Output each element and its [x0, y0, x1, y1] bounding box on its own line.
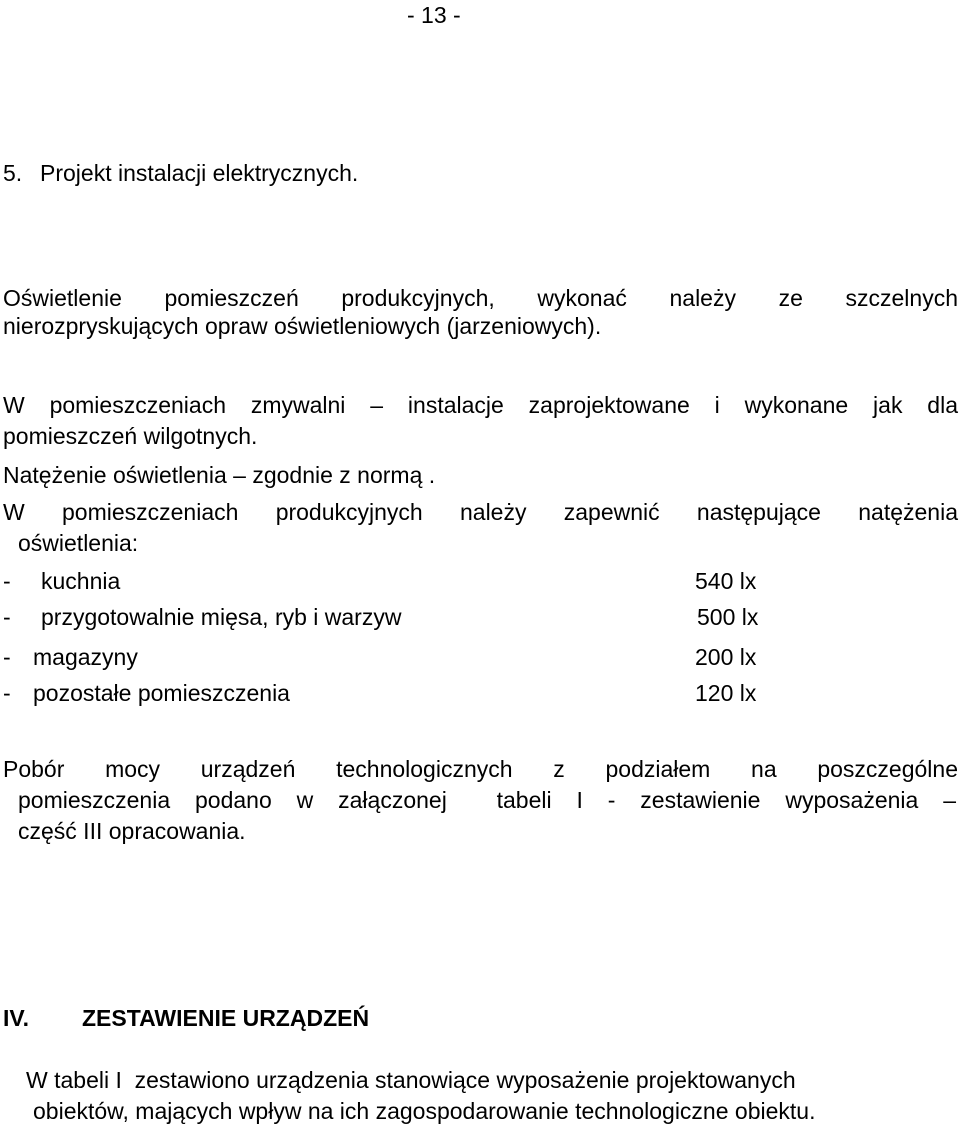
paragraph-1-line-1: Oświetlenie pomieszczeń produkcyjnych, wykonać należy ze szczelnych — [3, 285, 958, 311]
list-dash: - — [3, 644, 11, 670]
paragraph-3-line-1: Natężenie oświetlenia – zgodnie z normą . — [3, 462, 436, 488]
room-name: przygotowalnie mięsa, ryb i warzyw — [41, 604, 402, 630]
list-dash: - — [3, 680, 11, 706]
page-number: - 13 - — [407, 2, 461, 28]
power-paragraph-line-1: Pobór mocy urządzeń technologicznych z podziałem na poszczególne — [3, 756, 958, 782]
lux-value: 540 lx — [695, 568, 757, 594]
section-5-title: Projekt instalacji elektrycznych. — [40, 160, 359, 186]
final-paragraph-line-1: W tabeli I zestawiono urządzenia stanowiące wyposażenie projektowanych — [26, 1067, 796, 1093]
section-5-number: 5. — [3, 160, 23, 186]
power-paragraph-line-3: część III opracowania. — [18, 818, 246, 844]
section-4-title: ZESTAWIENIE URZĄDZEŃ — [82, 1005, 370, 1031]
room-name: kuchnia — [41, 568, 121, 594]
final-paragraph-line-2: obiektów, mających wpływ na ich zagospodarowanie technologiczne obiektu. — [33, 1098, 816, 1124]
room-name: magazyny — [33, 644, 138, 670]
paragraph-4-line-2: oświetlenia: — [18, 530, 139, 556]
paragraph-2-line-2: pomieszczeń wilgotnych. — [3, 423, 258, 449]
paragraph-2-line-1: W pomieszczeniach zmywalni – instalacje zaprojektowane i wykonane jak dla — [3, 392, 958, 418]
list-dash: - — [3, 604, 11, 630]
power-paragraph-line-2: pomieszczenia podano w załączonej tabeli I - zestawienie wyposażenia – — [18, 787, 956, 813]
lux-value: 500 lx — [697, 604, 759, 630]
section-4-number: IV. — [3, 1005, 30, 1031]
paragraph-4-line-1: W pomieszczeniach produkcyjnych należy zapewnić następujące natężenia — [3, 499, 958, 525]
list-dash: - — [3, 568, 11, 594]
paragraph-1-line-2: nierozpryskujących opraw oświetleniowych (jarzeniowych). — [3, 313, 602, 339]
lux-value: 200 lx — [695, 644, 757, 670]
room-name: pozostałe pomieszczenia — [33, 680, 290, 706]
lux-value: 120 lx — [695, 680, 757, 706]
